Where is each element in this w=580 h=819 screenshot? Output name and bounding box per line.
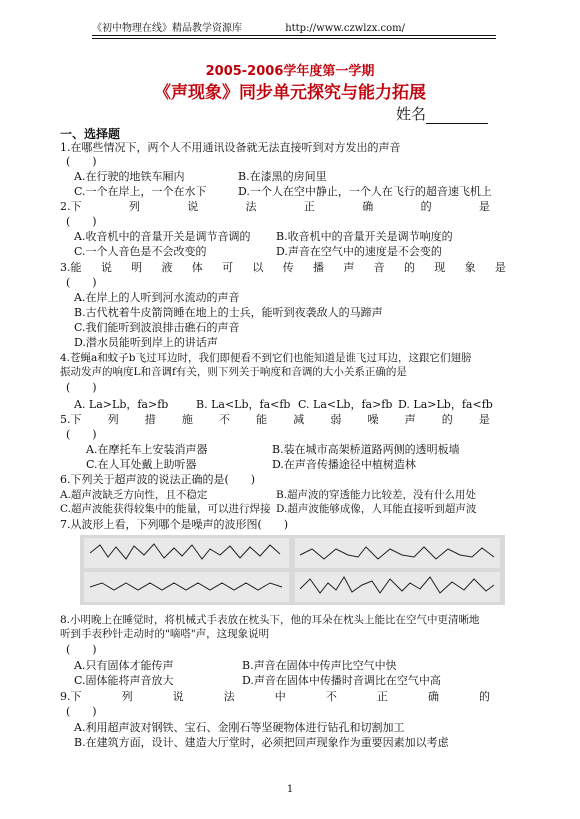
q4-stem-2: 振动发声的响度L和音调f有关，则下列关于响度和音调的大小关系正确的是: [60, 366, 407, 378]
q2-blank: ( ): [66, 215, 97, 228]
name-field: [396, 103, 488, 124]
q5-blank: ( ): [66, 428, 97, 441]
q3-word: 3.能: [60, 261, 82, 274]
q9-stem: [60, 690, 490, 703]
q3-option-b: B.古代枕着牛皮箭筒睡在地上的士兵，能听到夜袭敌人的马蹄声: [74, 306, 383, 319]
q6-option-b: B.超声波的穿透能力比较差，没有什么用处: [276, 489, 477, 501]
q5-option-b: B.装在城市高架桥道路两侧的透明板墙: [272, 443, 460, 456]
q8-option-c: C.固体能将声音放大: [74, 674, 174, 687]
q3-word: 的: [403, 261, 415, 274]
q9-word: 说: [172, 690, 184, 703]
q8-option-a: A.只有固体才能传声: [74, 659, 174, 672]
page-number: 1: [286, 784, 294, 795]
q8-option-d: D.声音在固体中传播时音调比在空气中高: [242, 674, 441, 687]
q3-blank: ( ): [66, 276, 97, 289]
header-url: http://www.czwlzx.com/: [285, 23, 406, 34]
q2-stem: [60, 200, 490, 213]
q2-word: 法: [245, 200, 257, 213]
section-heading: 一、选择题: [60, 127, 121, 141]
q5-word: 噪: [367, 413, 379, 426]
waveform-c: [90, 583, 282, 590]
q9-word: 确: [427, 690, 439, 703]
q3-word: 以: [252, 261, 264, 274]
q9-word: 法: [223, 690, 235, 703]
waveform-drawing: [80, 535, 505, 605]
q5-word: 减: [293, 413, 305, 426]
q5-stem: [60, 413, 490, 426]
q2-option-b: B.收音机中的音量开关是调节响度的: [276, 230, 453, 243]
header-rule-thin: [92, 38, 496, 39]
q2-word: 正: [303, 200, 315, 213]
q3-word: 现: [434, 261, 446, 274]
term-line: 2005-2006学年度第一学期: [205, 64, 375, 79]
q1-blank: ( ): [66, 155, 97, 168]
q3-word: 象: [464, 261, 476, 274]
q3-word: 体: [191, 261, 203, 274]
q5-word: 声: [404, 413, 416, 426]
doc-title: 《声现象》同步单元探究与能力拓展: [154, 83, 426, 103]
q3-word: 说: [100, 261, 112, 274]
q4-option-c: C. La<Lb，fa>fb: [298, 398, 393, 411]
q9-blank: ( ): [66, 705, 97, 718]
q8-blank: ( ): [66, 643, 97, 656]
q5-word: 列: [107, 413, 119, 426]
q9-word: 不: [325, 690, 337, 703]
waveform-b: [300, 547, 494, 559]
q6-stem: 6.下列关于超声波的说法正确的是( ): [60, 473, 256, 486]
q4-stem-1: 4.苍蝇a和蚊子b飞过耳边时，我们即便看不到它们也能知道是谁飞过耳边，这跟它们翅膀: [60, 352, 472, 364]
q2-option-d: D.声音在空气中的速度是不会变的: [276, 245, 442, 258]
q8-stem-1: 8.小明晚上在睡觉时，将机械式手表放在枕头下，他的耳朵在枕头上能比在空气中更清晰地: [60, 614, 480, 626]
waveform-d: [300, 577, 494, 593]
q9-option-a: A.利用超声波对钢铁、宝石、金刚石等坚硬物体进行钻孔和切割加工: [74, 721, 405, 734]
q5-word: 弱: [330, 413, 342, 426]
q3-option-a: A.在岸上的人听到河水流动的声音: [74, 291, 240, 304]
q5-word: 措: [144, 413, 156, 426]
q5-word: 施: [181, 413, 193, 426]
q3-word: 音: [373, 261, 385, 274]
q1-option-d: D.一个人在空中静止，一个人在飞行的超音速飞机上: [238, 185, 492, 198]
q3-word: 明: [131, 261, 143, 274]
name-blank: [426, 109, 488, 124]
q1-option-c: C.一个在岸上，一个在水下: [74, 185, 207, 198]
q3-word: 液: [161, 261, 173, 274]
q2-word: 说: [187, 200, 199, 213]
q9-word: 9.下: [60, 690, 82, 703]
q5-word: 能: [256, 413, 268, 426]
q8-option-b: B.声音在固体中传声比空气中快: [242, 659, 397, 672]
q4-option-d: D. La>Lb，fa<fb: [398, 398, 493, 411]
q3-word: 是: [494, 261, 506, 274]
q2-word: 是: [478, 200, 490, 213]
q4-option-a: A. La>Lb，fa>fb: [74, 398, 169, 411]
q9-word: 正: [376, 690, 388, 703]
q2-word: 列: [128, 200, 140, 213]
q9-word: 中: [274, 690, 286, 703]
q5-word: 不: [219, 413, 230, 426]
q5-word: 是: [478, 413, 490, 426]
q2-word: 的: [420, 200, 432, 213]
q5-option-a: A.在摩托车上安装消声器: [86, 443, 208, 456]
q9-word: 的: [479, 690, 490, 703]
q3-word: 声: [343, 261, 355, 274]
q3-word: 可: [222, 261, 234, 274]
q4-option-b: B. La<Lb，fa<fb: [196, 398, 291, 411]
q3-word: 传: [282, 261, 294, 274]
page-header: [92, 19, 496, 34]
q2-option-c: C.一个人音色是不会改变的: [74, 245, 207, 258]
q4-blank: ( ): [66, 381, 97, 394]
q3-stem: [60, 261, 506, 274]
q6-option-a: A.超声波缺乏方向性，且不稳定: [60, 489, 208, 501]
q7-stem: 7.从波形上看，下列哪个是噪声的波形图( ): [60, 518, 289, 531]
waveform-figure: [80, 535, 505, 605]
q1-option-a: A.在行驶的地铁车厢内: [74, 170, 185, 183]
q5-word: 的: [441, 413, 453, 426]
header-site: 《初中物理在线》精品教学资源库: [92, 23, 242, 34]
q6-option-d: D.超声波能够成像，人耳能直接听到超声波: [276, 503, 477, 515]
q2-word: 2.下: [60, 200, 82, 213]
q1-option-b: B.在漆黑的房间里: [238, 170, 327, 183]
q5-word: 5.下: [60, 413, 82, 426]
q2-option-a: A.收音机中的音量开关是调节音调的: [74, 230, 251, 243]
waveform-a: [90, 544, 280, 559]
q6-option-c: C.超声波能获得较集中的能量，可以进行焊接: [60, 503, 271, 515]
q8-stem-2: 听到手表秒针走动时的"嘀嗒"声，这现象说明: [60, 628, 270, 640]
name-label: 姓名: [396, 105, 427, 123]
q5-option-d: D.在声音传播途径中植树造林: [272, 458, 416, 471]
q3-option-c: C.我们能听到波浪排击礁石的声音: [74, 321, 240, 334]
q2-word: 确: [362, 200, 374, 213]
q3-option-d: D.潜水员能听到岸上的讲话声: [74, 336, 218, 349]
header-rule: [92, 35, 496, 36]
q3-word: 播: [313, 261, 324, 274]
q9-word: 列: [121, 690, 133, 703]
q1-stem: 1.在哪些情况下，两个人不用通讯设备就无法直接听到对方发出的声音: [60, 141, 401, 154]
q5-option-c: C.在人耳处戴上助听器: [86, 458, 197, 471]
q9-option-b: B.在建筑方面，设计、建造大厅堂时，必须把回声现象作为重要因素加以考虑: [74, 736, 449, 749]
